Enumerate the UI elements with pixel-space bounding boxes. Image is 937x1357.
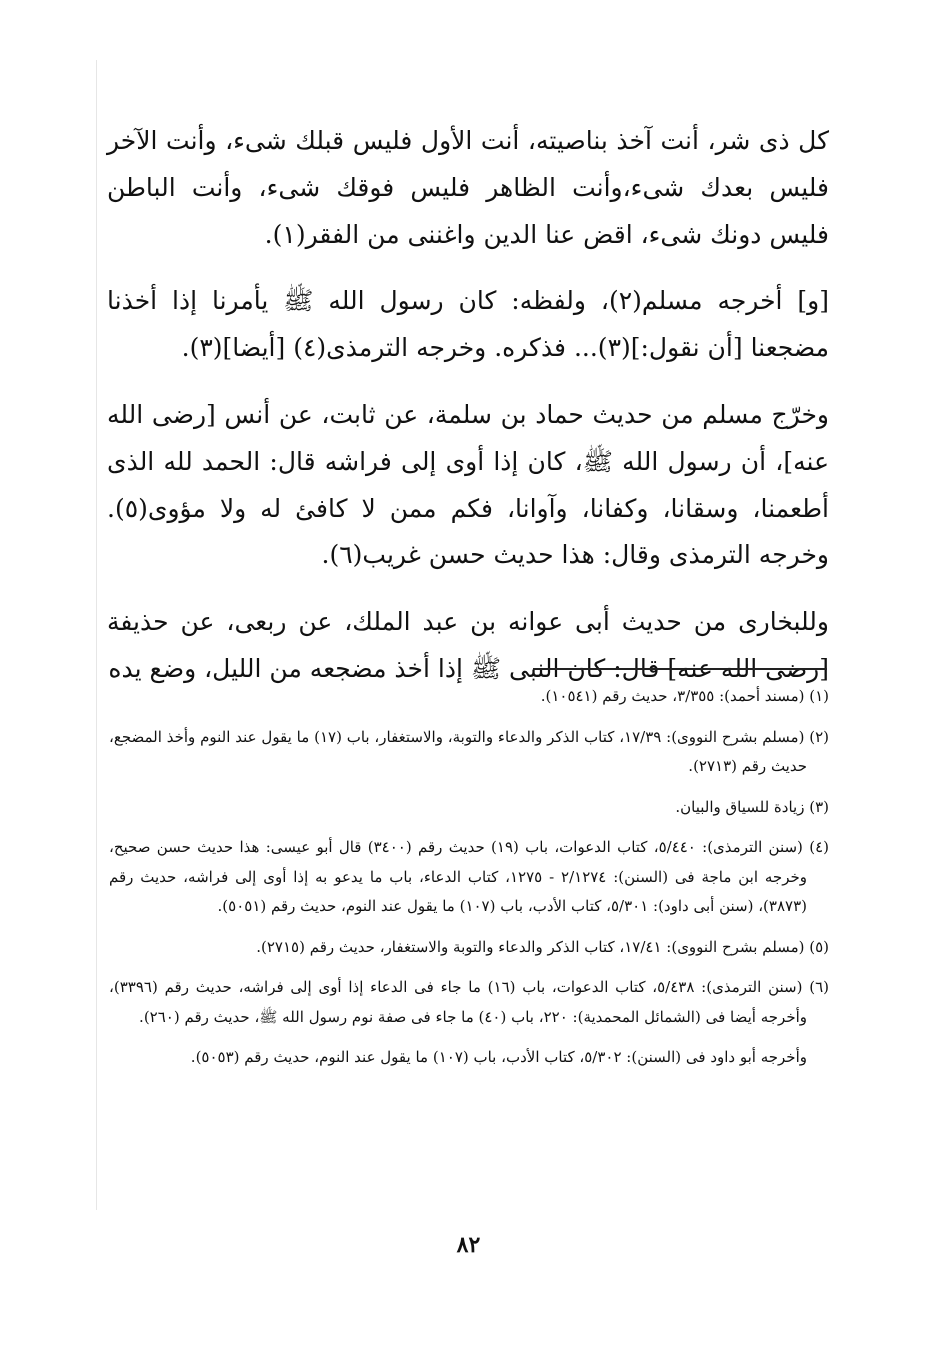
footnote-separator: [533, 668, 827, 670]
page-number: ٨٢: [456, 1232, 481, 1258]
paragraph: كل ذى شر، أنت آخذ بناصيته، أنت الأول فليس قبلك شىء، وأنت الآخر فليس بعدك شىء،وأنت الظاهر فليس فوقك شىء، وأنت الباطن فليس دونك شىء، اقض عنا الدين واغننى من الفقر(١).: [107, 126, 829, 249]
footnote: (٤) (سنن الترمذى): ٥/٤٤٠، كتاب الدعوات، باب (١٩) حديث رقم (٣٤٠٠) قال أبو عيسى: هذا حديث حسن صحيح، وخرجه ابن ماجة فى (السنن): ٢/١٢٧٤ - ١٢٧٥، كتاب الدعاء، باب ما يدعو به إذا أوى إلى فراشه، حديث رقم (٣٨٧٣)، (سنن أبى داود): ٥/٣٠١، كتاب الأدب، باب (١٠٧) ما يقول عند النوم، حديث رقم (٥٠٥١).: [109, 838, 829, 915]
footnote: (١) (مسند أحمد): ٣/٣٥٥، حديث رقم (١٠٥٤١).: [540, 687, 829, 705]
footnotes-section: [109, 682, 829, 1084]
footnote: (٢) (مسلم بشرح النووى): ١٧/٣٩، كتاب الذكر والدعاء والتوبة، والاستغفار، باب (١٧) ما يقول عند النوم وأخذ المضجع، حديث رقم (٢٧١٣).: [109, 727, 830, 775]
footnote: (٦) (سنن الترمذى): ٥/٤٣٨، كتاب الدعوات، باب (١٦) ما جاء فى الدعاء إذا أوى إلى فراشه، حديث رقم (٣٣٩٦)، وأخرجه أيضا فى (الشمائل المحمدية): ٢٢٠، باب (٤٠) ما جاء فى صفة نوم رسول الله ﷺ، حديث رقم (٢٦٠).: [109, 978, 829, 1026]
paragraph: وللبخارى من حديث أبى عوانه بن عبد الملك، عن ربعى، عن حذيفة [رضى الله عنه] قال: كان النبى ﷺ إذا أخذ مضجعه من الليل، وضع يده: [107, 607, 829, 683]
footnote: (٥) (مسلم بشرح النووى): ١٧/٤١، كتاب الذكر والدعاء والتوبة والاستغفار، حديث رقم (٢٧١٥).: [256, 937, 829, 956]
paragraph: وخرّج مسلم من حديث حماد بن سلمة، عن ثابت، عن أنس [رضى الله عنه]، أن رسول الله ﷺ، كان إذا أوى إلى فراشه قال: الحمد لله الذى أطعمنا، وسقانا، وكفانا، وآوانا، فكم ممن لا كافئ له ولا مؤوى(٥). وخرجه الترمذى وقال: هذا حديث حسن غريب(٦).: [107, 399, 829, 570]
footnote-continuation: وأخرجه أبو داود فى (السنن): ٥/٣٠٢، كتاب الأدب، باب (١٠٧) ما يقول عند النوم، حديث رقم (٥٠٥٣).: [190, 1048, 807, 1066]
scan-edge-line: [96, 60, 97, 1210]
footnote: (٣) زيادة للسياق والبيان.: [675, 797, 829, 816]
paragraph: [و] أخرجه مسلم(٢)، ولفظه: كان رسول الله ﷺ يأمرنا إذا أخذنا مضجعنا [أن نقول:](٣)... فذكره. وخرجه الترمذى(٤) [أيضا](٣).: [107, 286, 830, 363]
main-text-body: [107, 118, 829, 701]
